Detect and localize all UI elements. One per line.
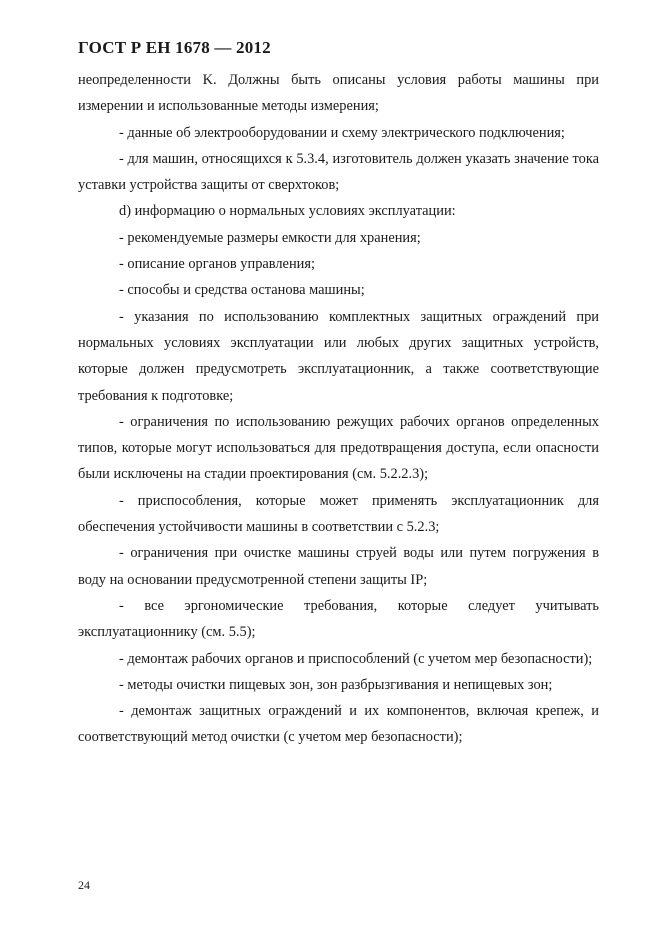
paragraph: - демонтаж защитных ограждений и их компонентов, включая крепеж, и соответствующий метод очистки (с учетом мер безопасности);	[78, 703, 599, 746]
paragraph: d) информацию о нормальных условиях эксплуатации:	[119, 203, 456, 220]
page-number: 24	[78, 878, 90, 892]
paragraph: - способы и средства останова машины;	[119, 282, 365, 299]
paragraph: - рекомендуемые размеры емкости для хранения;	[119, 229, 421, 246]
paragraph: - демонтаж рабочих органов и приспособлений (с учетом мер безопасности);	[119, 650, 593, 667]
body-text	[78, 67, 599, 751]
paragraph: - данные об электрооборудовании и схему электрического подключения;	[119, 124, 565, 141]
paragraph: - методы очистки пищевых зон, зон разбрызгивания и непищевых зон;	[119, 676, 553, 693]
paragraph: - приспособления, которые может применять эксплуатационник для обеспечения устойчивости машины в соответствии с 5.2.3;	[78, 492, 599, 536]
paragraph: - ограничения при очистке машины струей воды или путем погружения в воду на основании предусмотренной степени защиты IP;	[78, 545, 599, 588]
paragraph: - все эргономические требования, которые следует учитывать эксплуатационнику (см. 5.5);	[78, 597, 599, 641]
paragraph: - для машин, относящихся к 5.3.4, изготовитель должен указать значение тока уставки устройства защиты от сверхтоков;	[78, 150, 599, 194]
paragraph: - ограничения по использованию режущих рабочих органов определенных типов, которые могут использоваться для предотвращения доступа, если опасности были исключены на стадии проектирования (см. 5.2.2.3);	[78, 413, 599, 483]
document-header: ГОСТ Р ЕН 1678 — 2012	[78, 38, 271, 57]
paragraph: - описание органов управления;	[119, 256, 315, 273]
paragraph: неопределенности K. Должны быть описаны условия работы машины при измерении и использованные методы измерения;	[78, 72, 599, 115]
paragraph: - указания по использованию комплектных защитных ограждений при нормальных условиях эксплуатации или любых других защитных устройств, которые должен предусмотреть эксплуатационник, а также соответствующие требования к подготовке;	[78, 308, 599, 404]
